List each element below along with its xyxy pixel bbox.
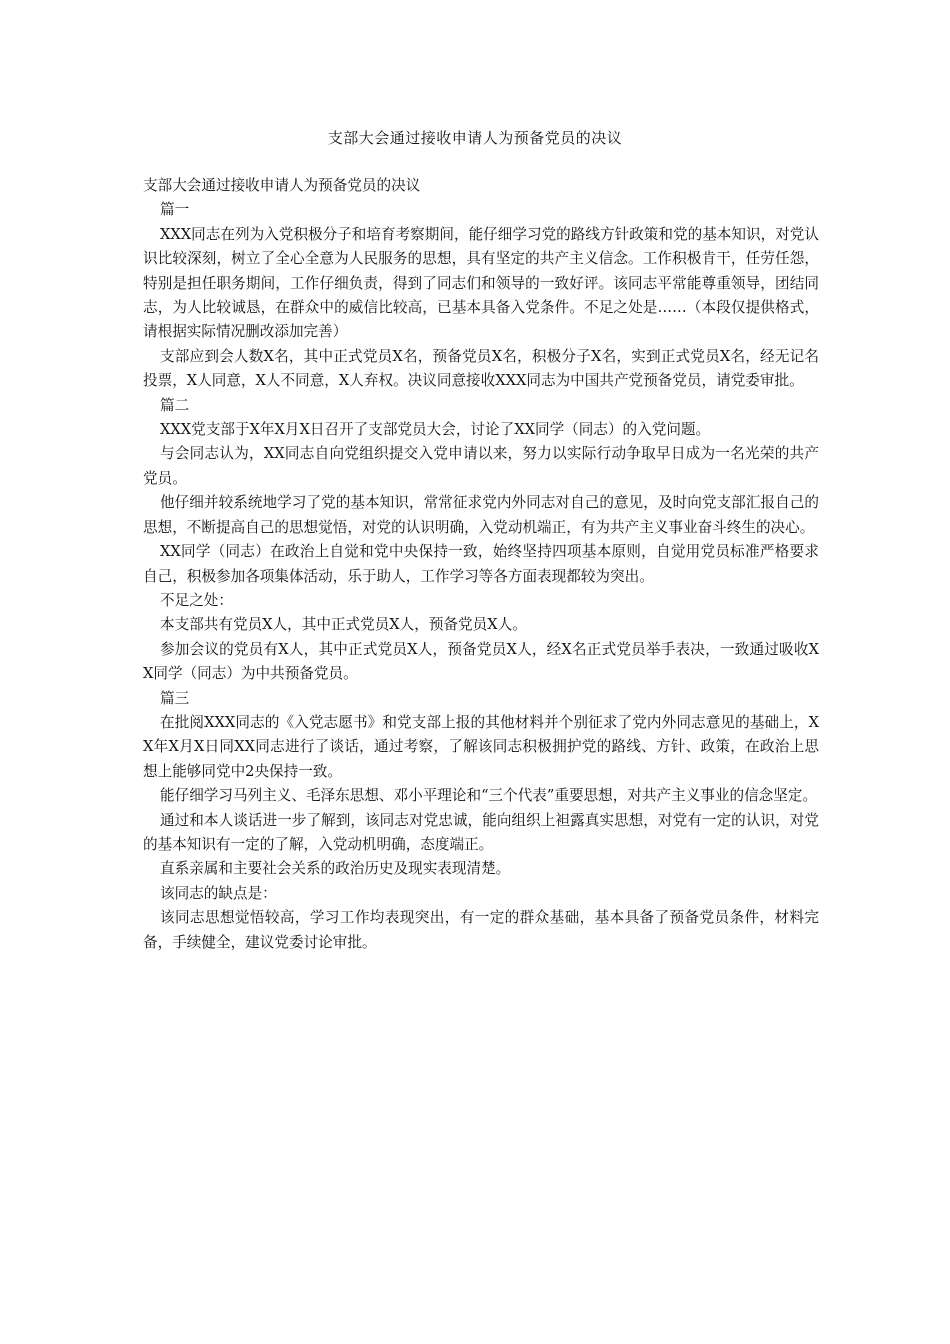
paragraph: XXX同志在列为入党积极分子和培育考察期间，能仔细学习党的路线方针政策和党的基本知识，对党认识比较深刻，树立了全心全意为人民服务的思想，具有坚定的共产主义信念。工作积极肯干，任劳任怨，特别是担任职务期间，工作仔细负责，得到了同志们和领导的一致好评。该同志平常能尊重领导，团结同志，为人比较诚恳，在群众中的威信比较高，已基本具备入党条件。不足之处是……（本段仅提供格式，请根据实际情况删改添加完善） xyxy=(143,225,819,341)
paragraph: 支部应到会人数X名，其中正式党员X名，预备党员X名，积极分子X名，实到正式党员X名，经无记名投票，X人同意，X人不同意，X人弃权。决议同意接收XXX同志为中国共产党预备党员，请党委审批。 xyxy=(143,347,819,390)
paragraph: 与会同志认为，XX同志自向党组织提交入党申请以来，努力以实际行动争取早日成为一名光荣的共产党员。 xyxy=(143,445,819,487)
paragraph: 该同志思想觉悟较高，学习工作均表现突出，有一定的群众基础，基本具备了预备党员条件，材料完备，手续健全，建议党委讨论审批。 xyxy=(143,909,819,951)
body-heading: 支部大会通过接收申请人为预备党员的决议 xyxy=(143,177,421,194)
document-title: 支部大会通过接收申请人为预备党员的决议 xyxy=(327,129,623,147)
paragraph: 在批阅XXX同志的《入党志愿书》和党支部上报的其他材料并个别征求了党内外同志意见的基础上，XX年X月X日同XX同志进行了谈话，通过考察，了解该同志积极拥护党的路线、方针、政策，在政治上思想上能够同党中2央保持一致。 xyxy=(143,713,819,780)
section-heading-1: 篇一 xyxy=(160,201,190,219)
section-heading-2: 篇二 xyxy=(160,396,190,414)
paragraph: 他仔细并较系统地学习了党的基本知识，常常征求党内外同志对自己的意见，及时向党支部汇报自己的思想，不断提高自己的思想觉悟，对党的认识明确，入党动机端正，有为共产主义事业奋斗终生的决心。 xyxy=(143,494,819,536)
paragraph: XX同学（同志）在政治上自觉和党中央保持一致，始终坚持四项基本原则，自觉用党员标准严格要求自己，积极参加各项集体活动，乐于助人，工作学习等各方面表现都较为突出。 xyxy=(143,543,819,585)
paragraph: 该同志的缺点是： xyxy=(160,884,277,902)
paragraph: 通过和本人谈话进一步了解到，该同志对党忠诚，能向组织上袒露真实思想，对党有一定的认识，对党的基本知识有一定的了解，入党动机明确，态度端正。 xyxy=(143,811,819,853)
section-heading-3: 篇三 xyxy=(160,689,190,707)
paragraph: 参加会议的党员有X人，其中正式党员X人，预备党员X人，经X名正式党员举手表决，一致通过吸收XX同学（同志）为中共预备党员。 xyxy=(143,640,819,683)
paragraph: 不足之处： xyxy=(160,591,233,609)
paragraph: 直系亲属和主要社会关系的政治历史及现实表现清楚。 xyxy=(160,860,511,878)
document-body xyxy=(143,174,819,955)
paragraph: XXX党支部于X年X月X日召开了支部党员大会，讨论了XX同学（同志）的入党问题。 xyxy=(160,421,711,439)
paragraph: 本支部共有党员X人，其中正式党员X人，预备党员X人。 xyxy=(160,616,527,634)
paragraph: 能仔细学习马列主义、毛泽东思想、邓小平理论和“三个代表”重要思想，对共产主义事业的信念坚定。 xyxy=(160,787,818,805)
